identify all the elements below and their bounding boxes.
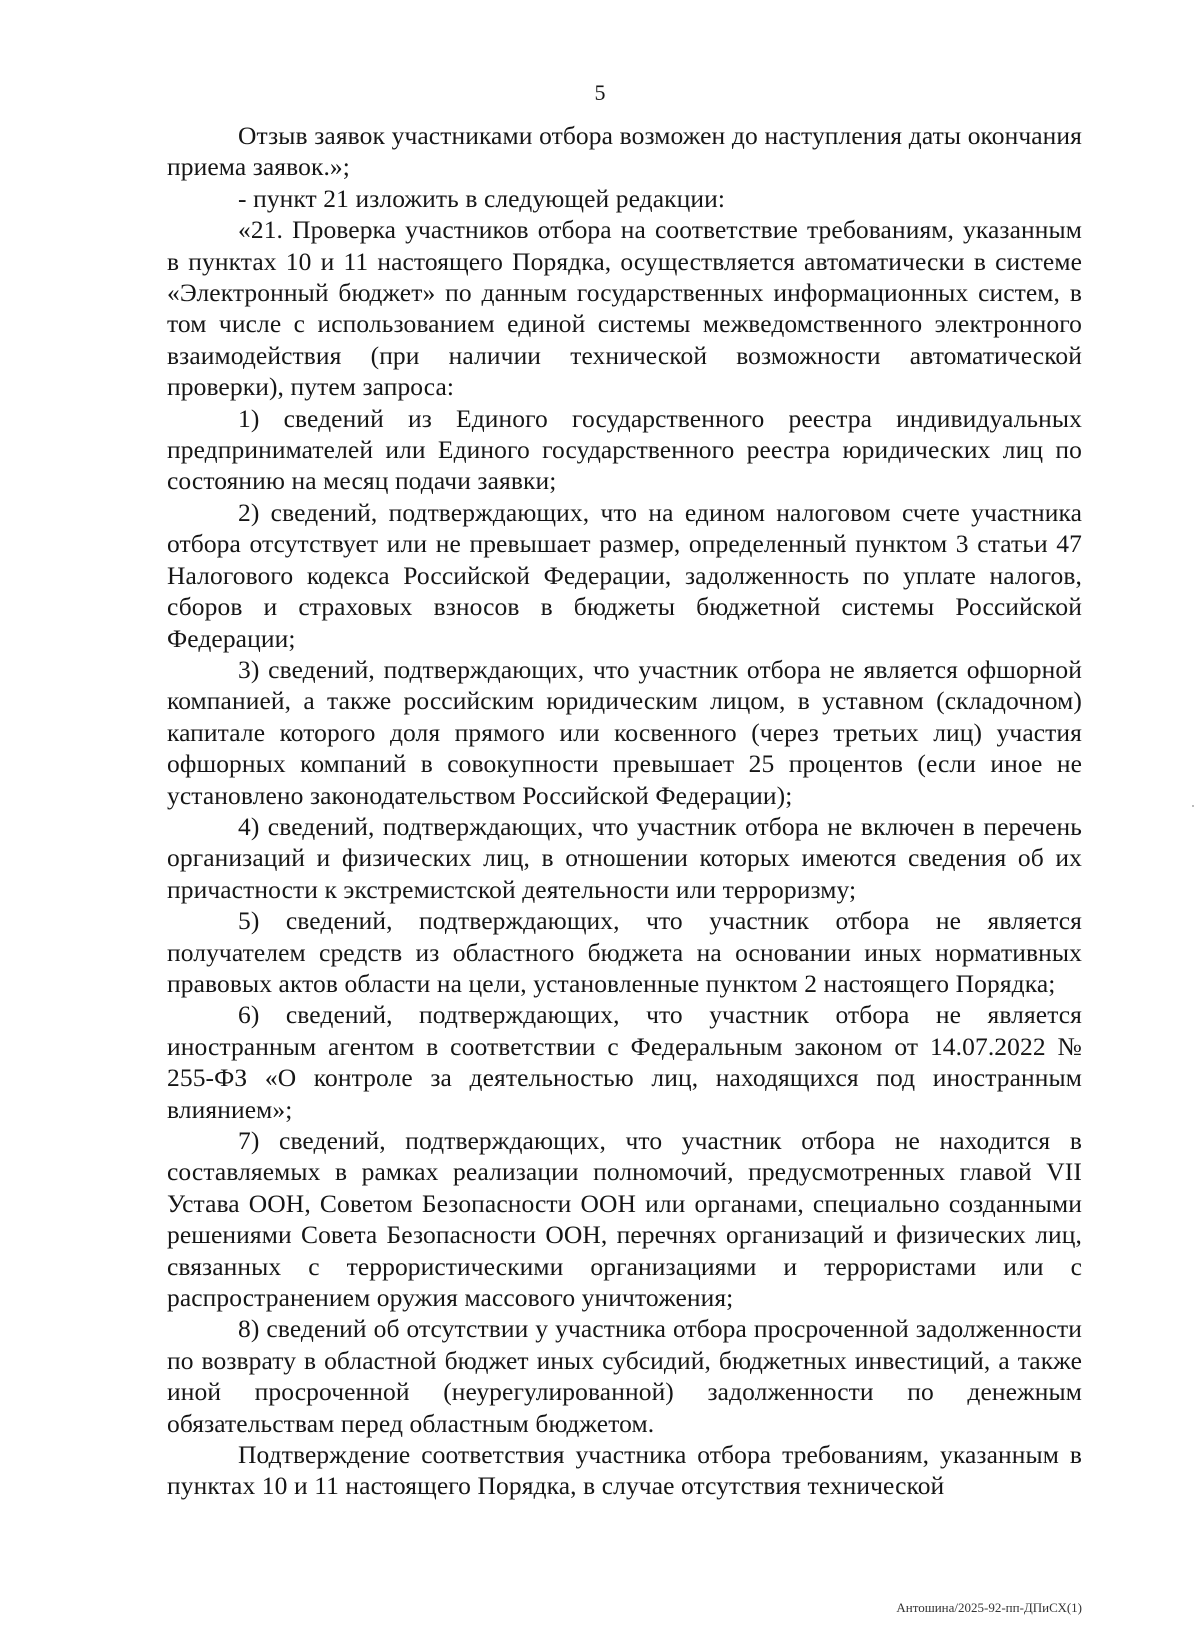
paragraph-withdrawal: Отзыв заявок участниками отбора возможен до наступления даты окончания приема заявок.»; bbox=[167, 121, 1082, 182]
paragraph-subitem-3: 3) сведений, подтверждающих, что участник отбора не является офшорной компанией, а также российским юридическим лицом, в уставном (складочном) капитале которого доля прямого или косвенного (через третьих лиц) участия офшорных компаний в совокупности превышает 25 процентов (если иное не установлено законодательством Российской Федерации); bbox=[167, 654, 1082, 810]
paragraph-subitem-4: 4) сведений, подтверждающих, что участник отбора не включен в перечень организаций и физических лиц, в отношении которых имеются сведения об их причастности к экстремистской деятельности или терроризму; bbox=[167, 811, 1082, 904]
paragraph-item-21: «21. Проверка участников отбора на соответствие требованиям, указанным в пунктах 10 и 11 настоящего Порядка, осуществляется автоматически в системе «Электронный бюджет» по данным государственных информационных систем, в том числе с использованием единой системы межведомственного электронного взаимодействия (при наличии технической возможности автоматической проверки), путем запроса: bbox=[167, 215, 1082, 402]
paragraph-subitem-5: 5) сведений, подтверждающих, что участник отбора не является получателем средств из областного бюджета на основании иных нормативных правовых актов области на цели, установленные пунктом 2 настоящего Порядка; bbox=[167, 906, 1082, 998]
document-body bbox=[167, 120, 1082, 1502]
page-number: 5 bbox=[594, 80, 606, 105]
paragraph-confirmation: Подтверждение соответствия участника отбора требованиям, указанным в пунктах 10 и 11 настоящего Порядка, в случае отсутствия технической bbox=[167, 1440, 1082, 1501]
document-footer-code: Антошина/2025-92-пп-ДПиСХ(1) bbox=[896, 1600, 1082, 1615]
paragraph-subitem-2: 2) сведений, подтверждающих, что на едином налоговом счете участника отбора отсутствует или не превышает размер, определенный пунктом 3 статьи 47 Налогового кодекса Российской Федерации, задолженность по уплате налогов, сборов и страховых взносов в бюджеты бюджетной системы Российской Федерации; bbox=[167, 497, 1082, 653]
paragraph-item-21-instruction: - пункт 21 изложить в следующей редакции: bbox=[238, 183, 726, 213]
paragraph-subitem-8: 8) сведений об отсутствии у участника отбора просроченной задолженности по возврату в областной бюджет иных субсидий, бюджетных инвестиций, а также иной просроченной (неурегулированной) задолженности по денежным обязательствам перед областным бюджетом. bbox=[167, 1314, 1082, 1438]
paragraph-subitem-1: 1) сведений из Единого государственного реестра индивидуальных предпринимателей или Единого государственного реестра юридических лиц по состоянию на месяц подачи заявки; bbox=[167, 403, 1082, 496]
paragraph-subitem-7: 7) сведений, подтверждающих, что участник отбора не находится в составляемых в рамках реализации полномочий, предусмотренных главой VII Устава ООН, Советом Безопасности ООН или органами, специально созданными решениями Совета Безопасности ООН, перечнях организаций и физических лиц, связанных с террористическими организациями и террористами или с распространением оружия массового уничтожения; bbox=[167, 1126, 1082, 1313]
scan-artifact bbox=[1192, 805, 1194, 807]
paragraph-subitem-6: 6) сведений, подтверждающих, что участник отбора не является иностранным агентом в соответствии с Федеральным законом от 14.07.2022 № 255-ФЗ «О контроле за деятельностью лиц, находящихся под иностранным влиянием»; bbox=[167, 1000, 1082, 1124]
